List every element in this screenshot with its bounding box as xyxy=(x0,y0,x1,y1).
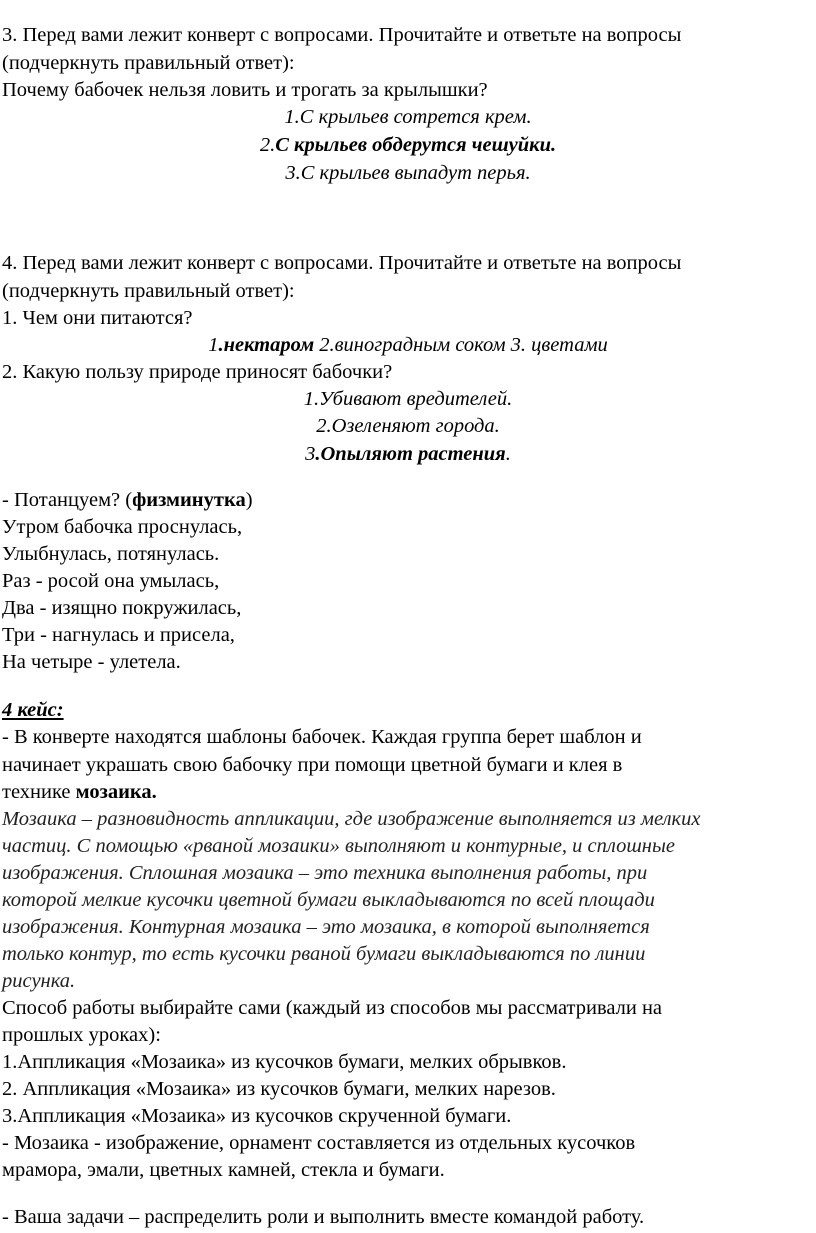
task3-answer2-text: С крыльев обдерутся чешуйки. xyxy=(275,134,557,156)
task3-intro-line2: (подчеркнуть правильный ответ): xyxy=(2,52,295,74)
task4-q1-answer1-num: 1 xyxy=(208,334,219,356)
fizminutka-intro xyxy=(2,487,253,513)
case4-p1-line3 xyxy=(2,779,157,805)
task4-q2-answer3 xyxy=(0,441,816,467)
task4-q2-answer2: 2.Озеленяют города. xyxy=(316,415,500,437)
poem-line: Три - нагнулась и присела, xyxy=(2,624,235,646)
definition-line: только контур, то есть кусочки рваной бумаги выкладываются по линии xyxy=(2,943,646,965)
task4-q2-answer1: 1.Убивают вредителей. xyxy=(303,388,513,410)
method-intro-line2: прошлых уроках): xyxy=(2,1024,161,1046)
fizminutka-intro-suffix: ) xyxy=(245,489,253,511)
task4-intro-line1: 4. Перед вами лежит конверт с вопросами. Прочитайте и ответьте на вопросы xyxy=(2,252,682,274)
task4-q1-other-answers: 2.виноградным соком 3. цветами xyxy=(314,334,608,356)
definition-line: Мозаика – разновидность аппликации, где изображение выполняется из мелких xyxy=(2,808,701,830)
poem-line: Утром бабочка проснулась, xyxy=(2,516,243,538)
fizminutka-intro-bold: физминутка xyxy=(132,489,246,511)
poem-line: Раз - росой она умылась, xyxy=(2,570,220,592)
case4-p1-line3-prefix: технике xyxy=(2,781,76,803)
task3-answer2 xyxy=(0,132,816,158)
team-task-line: - Ваша задачи – распределить роли и выполнить вместе командой работу. xyxy=(2,1206,645,1228)
task4-q1-answer1-text: .нектаром xyxy=(218,334,315,356)
case4-technique-mosaic: мозаика. xyxy=(75,781,157,803)
definition-line: частиц. С помощью «рваной мозаики» выполняют и контурные, и сплошные xyxy=(2,835,675,857)
task3-answer3: 3.С крыльев выпадут перья. xyxy=(285,162,531,184)
task4-question1: 1. Чем они питаются? xyxy=(2,307,193,329)
poem-line: На четыре - улетела. xyxy=(2,651,181,673)
definition-line: которой мелкие кусочки цветной бумаги выкладываются по всей площади xyxy=(2,889,655,911)
task4-q2-answer3-dot: . xyxy=(505,443,511,465)
mosaic-definition-line1: - Мозаика - изображение, орнамент составляется из отдельных кусочков xyxy=(2,1132,636,1154)
task3-answer1: 1.С крыльев сотрется крем. xyxy=(284,106,532,128)
method-item: 2. Аппликация «Мозаика» из кусочков бумаги, мелких нарезов. xyxy=(2,1078,556,1100)
task4-q2-answer3-num: 3 xyxy=(305,443,316,465)
task4-question2: 2. Какую пользу природе приносят бабочки? xyxy=(2,361,393,383)
task4-intro-line2: (подчеркнуть правильный ответ): xyxy=(2,280,295,302)
method-item: 1.Аппликация «Мозаика» из кусочков бумаги, мелких обрывков. xyxy=(2,1051,567,1073)
task3-answer2-num: 2. xyxy=(259,134,276,156)
poem-line: Два - изящно покружилась, xyxy=(2,597,242,619)
task4-q2-answer3-text: .Опыляют растения xyxy=(315,443,506,465)
case4-p1-line2: начинает украшать свою бабочку при помощи цветной бумаги и клея в xyxy=(2,754,623,776)
method-item: 3.Аппликация «Мозаика» из кусочков скрученной бумаги. xyxy=(2,1105,512,1127)
method-intro-line1: Способ работы выбирайте сами (каждый из способов мы рассматривали на xyxy=(2,997,663,1019)
definition-line: изображения. Контурная мозаика – это мозаика, в которой выполняется xyxy=(2,916,650,938)
task3-question: Почему бабочек нельзя ловить и трогать за крылышки? xyxy=(2,79,488,101)
task4-question1-answers xyxy=(0,332,816,358)
definition-line: изображения. Сплошная мозаика – это техника выполнения работы, при xyxy=(2,862,648,884)
fizminutka-intro-prefix: - Потанцуем? ( xyxy=(2,489,133,511)
mosaic-definition-line2: мрамора, эмали, цветных камней, стекла и бумаги. xyxy=(2,1159,445,1181)
case4-p1-line1: - В конверте находятся шаблоны бабочек. Каждая группа берет шаблон и xyxy=(2,726,642,748)
case4-heading: 4 кейс: xyxy=(2,699,64,721)
poem-line: Улыбнулась, потянулась. xyxy=(2,543,220,565)
definition-line: рисунка. xyxy=(2,970,76,992)
task3-intro-line1: 3. Перед вами лежит конверт с вопросами. Прочитайте и ответьте на вопросы xyxy=(2,24,682,46)
